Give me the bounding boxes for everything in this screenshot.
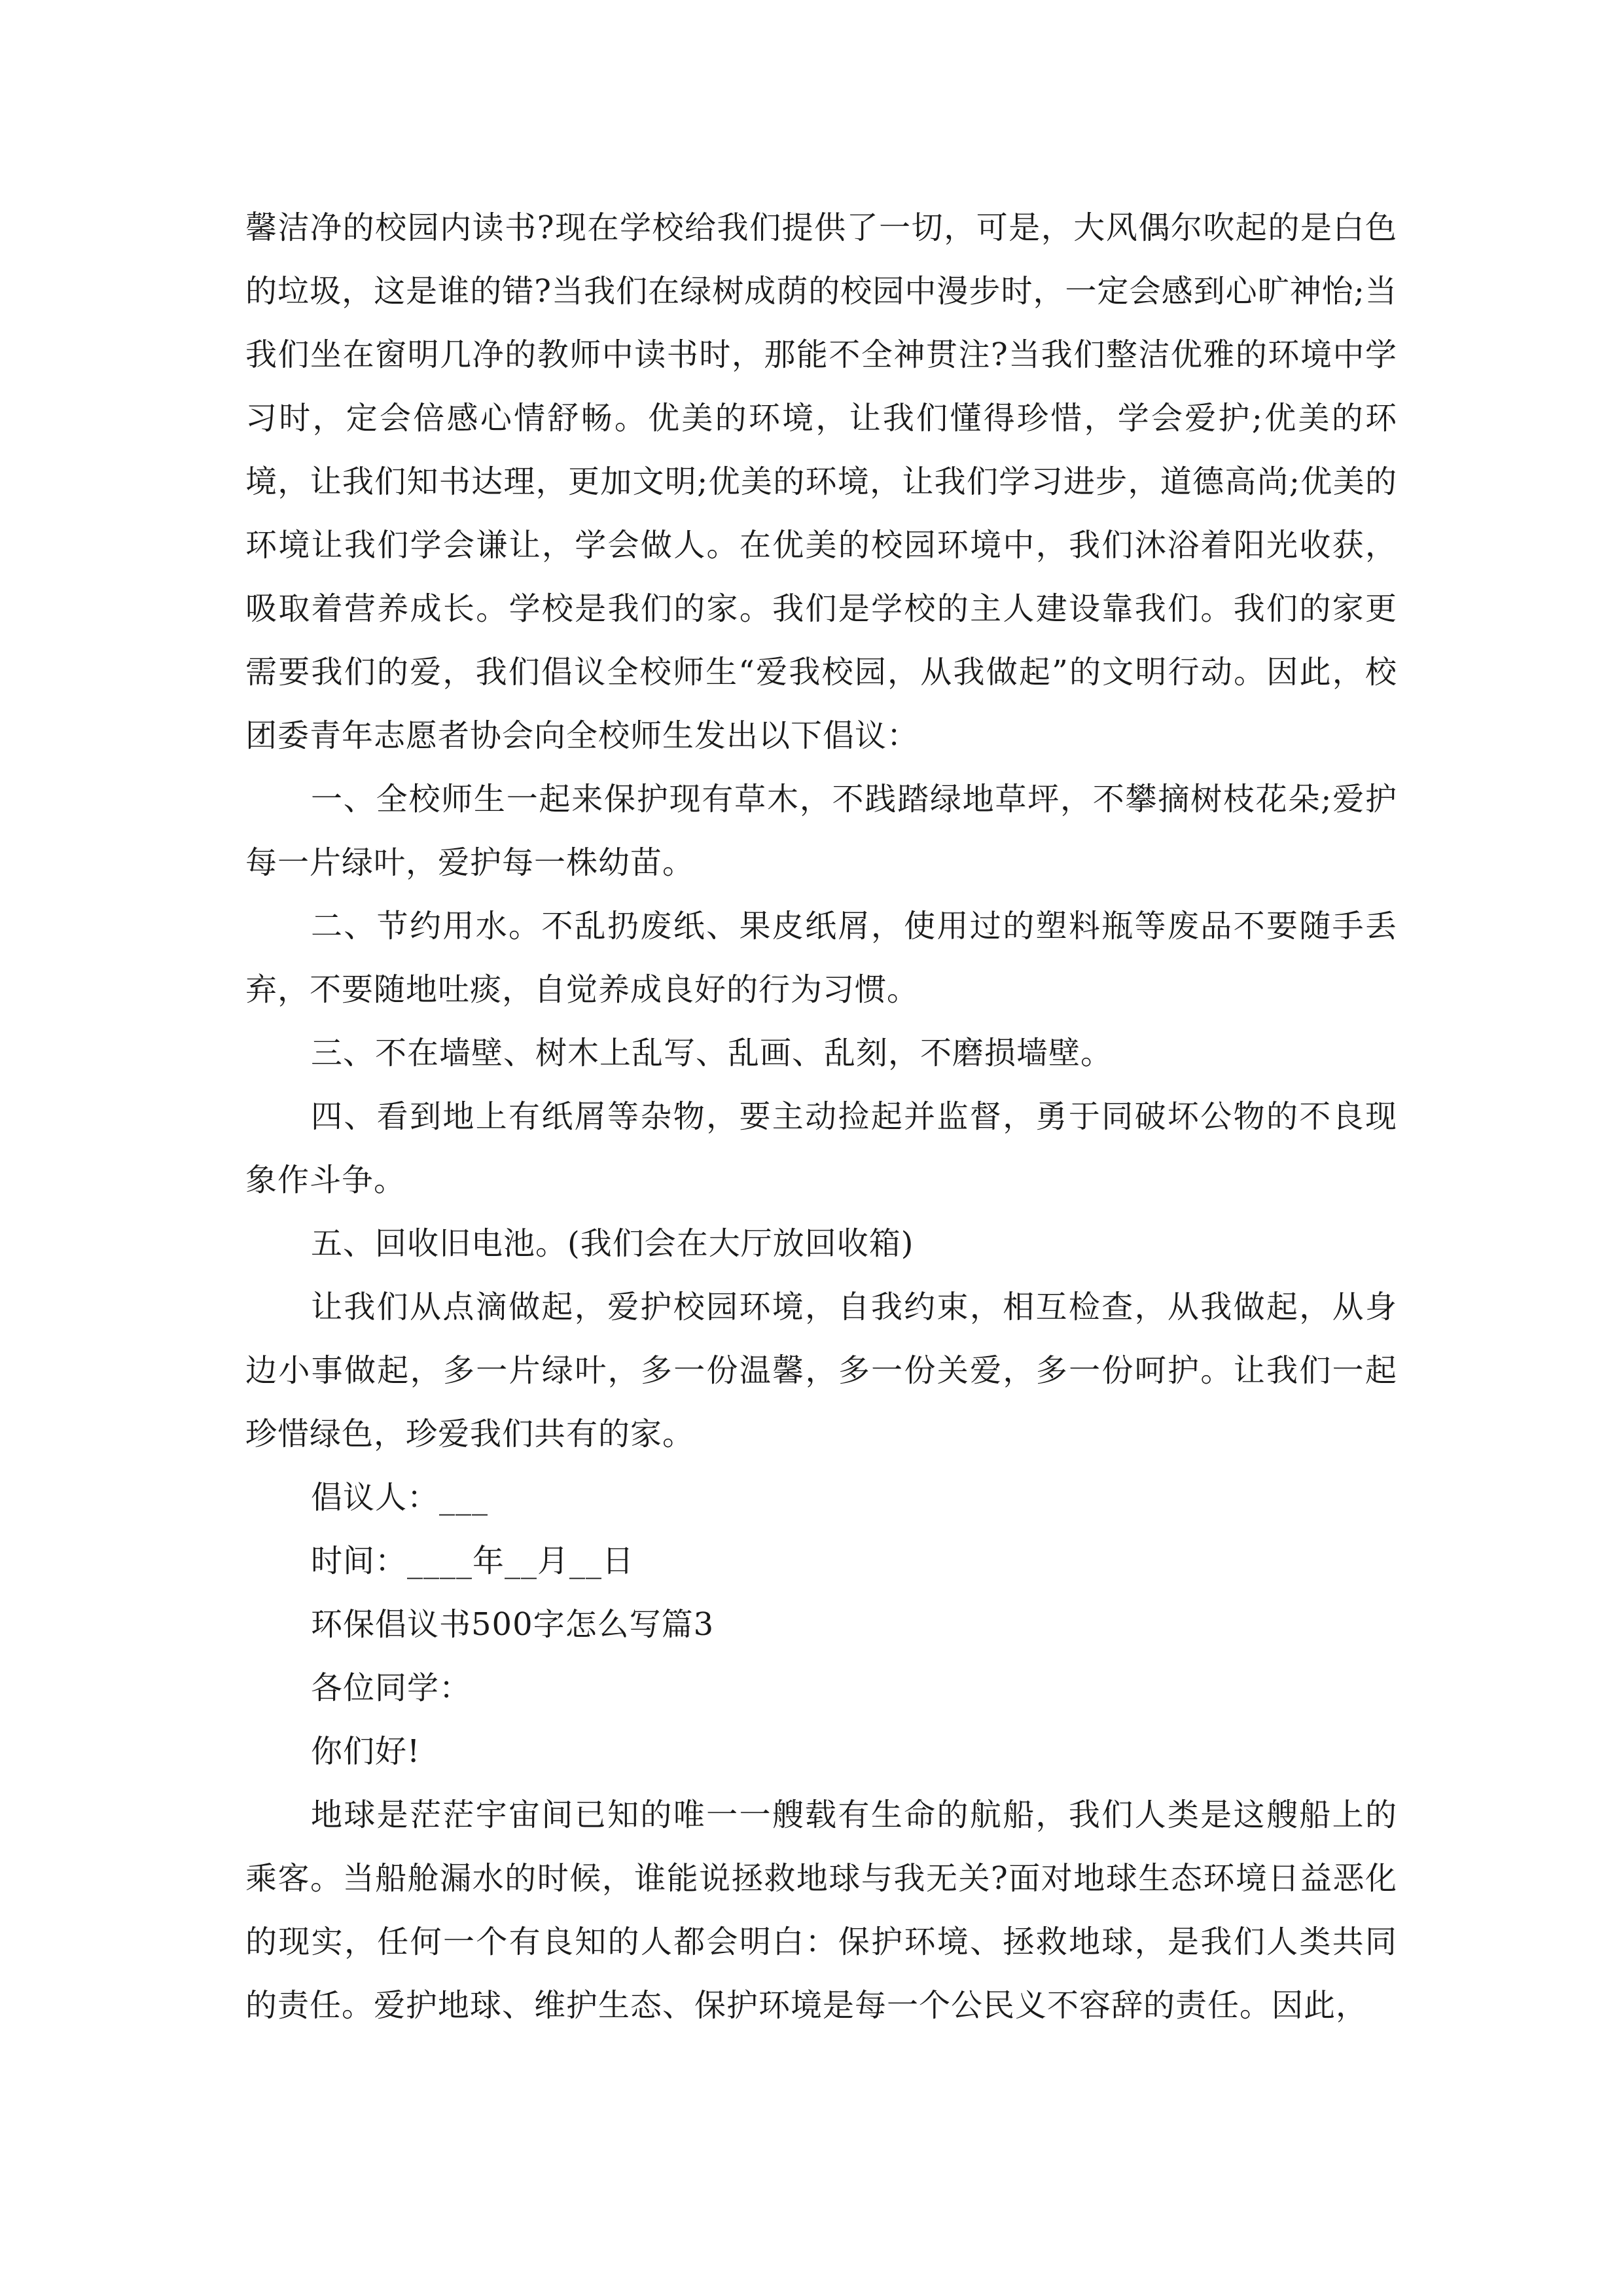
body-paragraph: 地球是茫茫宇宙间已知的唯一一艘载有生命的航船，我们人类是这艘船上的乘客。当船舱漏水的时候，谁能说拯救地球与我无关?面对地球生态环境日益恶化的现实，任何一个有良知的人都会明白：保护环境、拯救地球，是我们人类共同的责任。爱护地球、维护生态、保护环境是每一个公民义不容辞的责任。因此， <box>245 1797 1397 2024</box>
proposal-item-2: 二、节约用水。不乱扔废纸、果皮纸屑，使用过的塑料瓶等废品不要随手丢弃，不要随地吐痰，自觉养成良好的行为习惯。 <box>245 908 1397 1008</box>
greeting: 你们好! <box>311 1733 421 1770</box>
document-body <box>245 196 1397 2037</box>
salutation: 各位同学： <box>311 1670 472 1706</box>
proposal-item-4: 四、看到地上有纸屑等杂物，要主动捡起并监督，勇于同破坏公物的不良现象作斗争。 <box>245 1098 1397 1198</box>
date-line: 时间：____年__月__日 <box>311 1543 635 1579</box>
proposal-item-1: 一、全校师生一起来保护现有草木，不践踏绿地草坪，不攀摘树枝花朵;爱护每一片绿叶，爱护每一株幼苗。 <box>245 781 1397 881</box>
proposer-line: 倡议人：___ <box>311 1479 489 1516</box>
closing-paragraph: 让我们从点滴做起，爱护校园环境，自我约束，相互检查，从我做起，从身边小事做起，多一片绿叶，多一份温馨，多一份关爱，多一份呵护。让我们一起珍惜绿色，珍爱我们共有的家。 <box>245 1289 1397 1452</box>
section-heading: 环保倡议书500字怎么写篇3 <box>311 1606 715 1643</box>
paragraph-continued: 馨洁净的校园内读书?现在学校给我们提供了一切，可是，大风偶尔吹起的是白色的垃圾，这是谁的错?当我们在绿树成荫的校园中漫步时，一定会感到心旷神怡;当我们坐在窗明几净的教师中读书时，那能不全神贯注?当我们整洁优雅的环境中学习时，定会倍感心情舒畅。优美的环境，让我们懂得珍惜，学会爱护;优美的环境，让我们知书达理，更加文明;优美的环境，让我们学习进步，道德高尚;优美的环境让我们学会谦让，学会做人。在优美的校园环境中，我们沐浴着阳光收获，吸取着营养成长。学校是我们的家。我们是学校的主人建设靠我们。我们的家更需要我们的爱，我们倡议全校师生“爱我校园，从我做起”的文明行动。因此，校团委青年志愿者协会向全校师生发出以下倡议： <box>245 209 1397 754</box>
proposal-item-3: 三、不在墙壁、树木上乱写、乱画、乱刻，不磨损墙壁。 <box>311 1035 1113 1071</box>
proposal-item-5: 五、回收旧电池。(我们会在大厅放回收箱) <box>311 1225 914 1262</box>
